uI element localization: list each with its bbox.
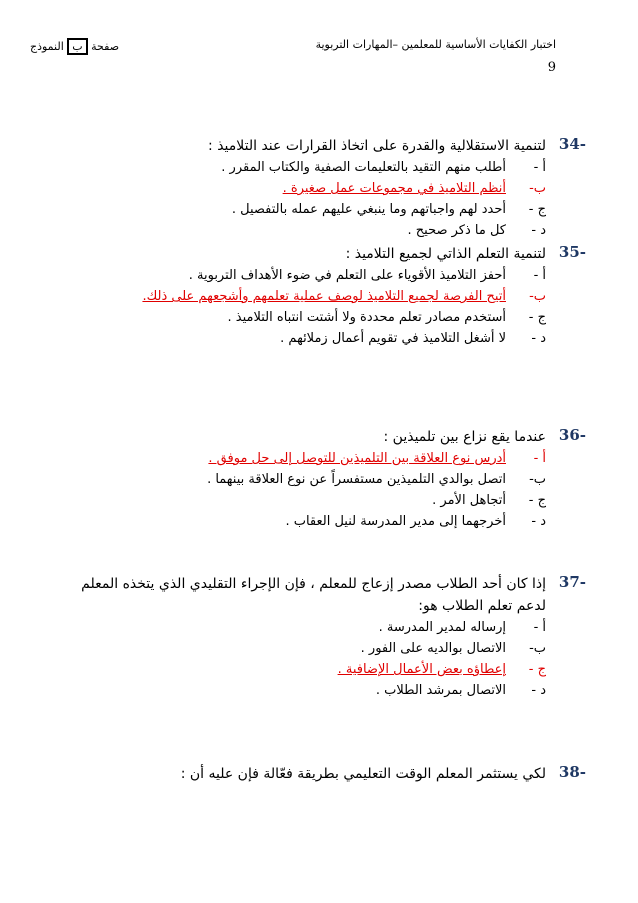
option-text: أستخدم مصادر تعلم محددة ولا أشتت انتباه التلاميذ . [227, 310, 506, 325]
option-text: أتجاهل الأمر . [432, 493, 506, 508]
option-a [60, 157, 546, 178]
option-c [60, 307, 546, 328]
option-letter: أ - [533, 620, 546, 635]
question-36 [60, 426, 586, 532]
option-text: اتصل بوالدي التلميذين مستفسراً عن نوع العلاقة بينهما . [207, 472, 506, 487]
option-a [60, 617, 546, 638]
question-text: لتنمية الاستقلالية والقدرة على اتخاذ القرارات عند التلاميذ : [208, 138, 546, 154]
model-box: ب [67, 38, 87, 55]
question-number: 37- [558, 573, 586, 591]
option-letter: أ - [533, 451, 546, 466]
question-number: 35- [558, 243, 586, 261]
model-label: النموذج [30, 40, 64, 53]
option-letter: ب- [529, 289, 546, 304]
option-text: إعطاؤه بعض الأعمال الإضافية . [337, 662, 506, 677]
question-number: 36- [558, 426, 586, 444]
question-number: 34- [558, 135, 586, 153]
option-letter: ج - [528, 310, 546, 325]
option-text: الاتصال بمرشد الطلاب . [375, 683, 506, 698]
question-text: إذا كان أحد الطلاب مصدر إزعاج للمعلم ، فإن الإجراء التقليدي الذي يتخذه المعلم لدعم تعلم الطلاب هو: [81, 576, 546, 614]
option-text: أنظم التلاميذ في مجموعات عمل صغيرة . [282, 181, 506, 196]
option-letter: د - [531, 331, 546, 346]
option-d [60, 328, 546, 349]
option-c-correct [60, 659, 546, 680]
page-model-header [30, 38, 119, 55]
option-text: كل ما ذكر صحيح . [407, 223, 506, 238]
question-34 [60, 135, 586, 241]
option-letter: ج - [528, 662, 546, 677]
question-37 [60, 573, 586, 701]
option-b-correct [60, 286, 546, 307]
option-text: إرساله لمدير المدرسة . [378, 620, 506, 635]
option-letter: ب- [529, 472, 546, 487]
option-text: أخرجهما إلى مدير المدرسة لنيل العقاب . [285, 514, 506, 529]
option-b [60, 469, 546, 490]
option-b-correct [60, 178, 546, 199]
option-b [60, 638, 546, 659]
option-letter: أ - [533, 268, 546, 283]
option-text: أحفز التلاميذ الأقوياء على التعلم في ضوء الأهداف التربوية . [188, 268, 506, 283]
question-38 [60, 763, 586, 785]
option-letter: د - [531, 514, 546, 529]
question-text: لكي يستثمر المعلم الوقت التعليمي بطريقة فعّالة فإن عليه أن : [180, 766, 546, 782]
option-letter: د - [531, 683, 546, 698]
option-text: أطلب منهم التقيد بالتعليمات الصفية والكتاب المقرر . [221, 160, 506, 175]
option-text: لا أشغل التلاميذ في تقويم أعمال زملائهم . [280, 331, 506, 346]
page-number: 9 [547, 60, 556, 75]
question-35 [60, 243, 586, 349]
question-text: عندما يقع نزاع بين تلميذين : [383, 429, 546, 445]
exam-title: اختبار الكفايات الأساسية للمعلمين –المهارات التربوية [315, 38, 556, 51]
option-letter: ج - [528, 202, 546, 217]
option-letter: ج - [528, 493, 546, 508]
page-word: صفحة [91, 40, 120, 53]
option-letter: ب- [529, 641, 546, 656]
option-text: أتيح الفرصة لجميع التلاميذ لوصف عملية تعلمهم وأشجعهم على ذلك. [142, 289, 506, 304]
option-letter: د - [531, 223, 546, 238]
option-a [60, 265, 546, 286]
option-text: الاتصال بوالديه على الفور . [360, 641, 506, 656]
question-text: لتنمية التعلم الذاتي لجميع التلاميذ : [345, 246, 546, 262]
option-c [60, 490, 546, 511]
question-number: 38- [558, 763, 586, 781]
option-d [60, 220, 546, 241]
option-d [60, 680, 546, 701]
option-text: أحدد لهم واجباتهم وما ينبغي عليهم عمله بالتفصيل . [231, 202, 506, 217]
option-text: أدرس نوع العلاقة بين التلميذين للتوصل إلى حل موفق . [208, 451, 506, 466]
option-letter: أ - [533, 160, 546, 175]
option-a-correct [60, 448, 546, 469]
option-letter: ب- [529, 181, 546, 196]
option-c [60, 199, 546, 220]
option-d [60, 511, 546, 532]
